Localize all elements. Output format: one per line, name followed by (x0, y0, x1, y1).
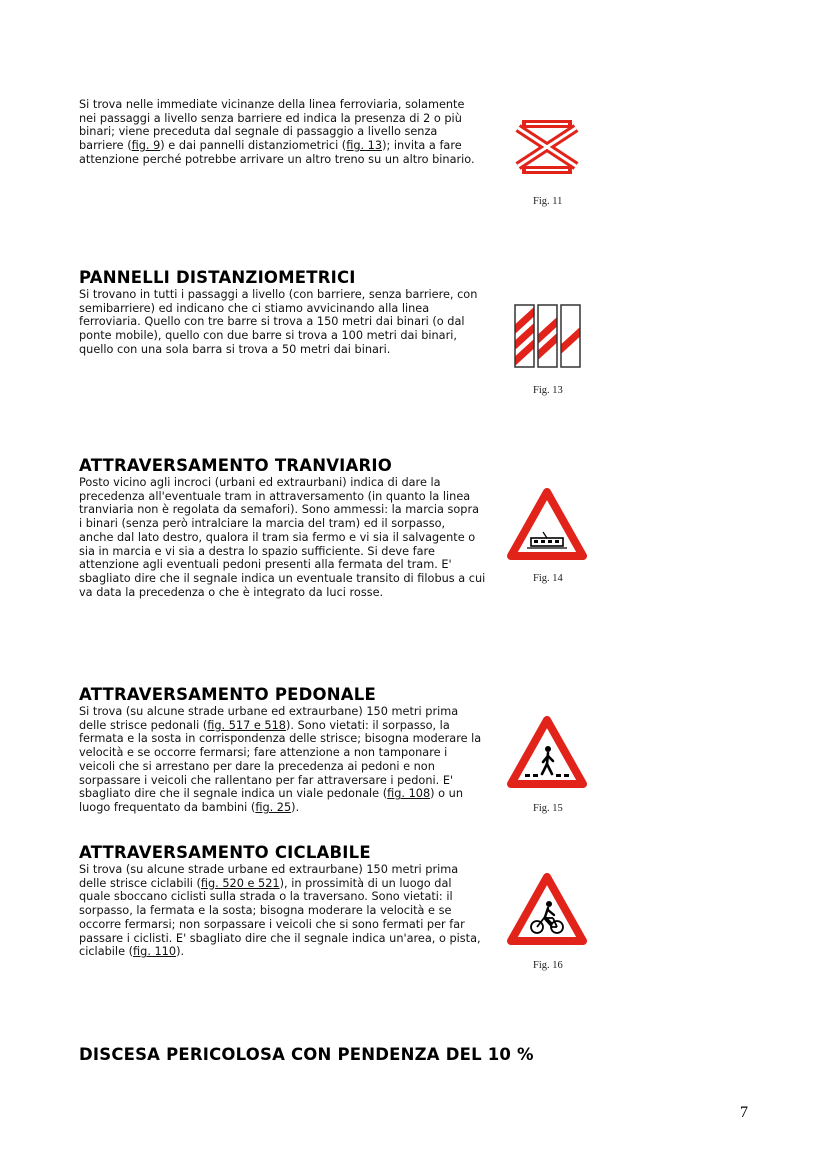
link-fig-108[interactable]: fig. 108 (387, 787, 431, 801)
cycle-crossing-sign-icon (507, 873, 587, 947)
pedonale-paragraph: Si trova (su alcune strade urbane ed extraurbane) 150 metri prima delle strisce pedonali (fig. 517 e 518). Sono vietati: il sorpasso, la fermata e la sosta in corrispondenza delle strisce; bisogna moderare la velocità e se occorre fermarsi; fare attenzione a non tamponare i veicoli che si arrestano per dare la precedenza ai pedoni e non sorpassare i veicoli che rallentano per far attraversare i pedoni. E' sbagliato dire che il segnale indica un viale pedonale (fig. 108) o un luogo frequentato da bambini (fig. 25). (79, 705, 482, 814)
double-cross-sign-icon (510, 120, 584, 174)
section-title-pannelli: PANNELLI DISTANZIOMETRICI (79, 268, 356, 287)
pedestrian-crossing-sign-icon (507, 716, 587, 790)
figure-caption: Fig. 14 (533, 573, 563, 584)
link-fig-520-521[interactable]: fig. 520 e 521 (200, 876, 280, 890)
link-fig-13[interactable]: fig. 13 (346, 139, 383, 153)
figure-caption: Fig. 11 (533, 196, 563, 207)
page-number: 7 (740, 1104, 748, 1121)
pannelli-paragraph: Si trovano in tutti i passaggi a livello (con barriere, senza barriere, con semibarriere) ed indicano che ci stiamo avvicinando alla linea ferroviaria. Quello con tre barre si trova a 150 metri dai binari (o dal ponte mobile), quello con due barre si trova a 100 metri dai binari, quello con una sola barra si trova a 50 metri dai binari. (79, 288, 478, 356)
section-title-pedonale: ATTRAVERSAMENTO PEDONALE (79, 685, 376, 704)
figure-caption: Fig. 13 (533, 385, 563, 396)
figure-caption: Fig. 15 (533, 803, 563, 814)
section-title-discesa: DISCESA PERICOLOSA CON PENDENZA DEL 10 % (79, 1045, 534, 1064)
link-fig-25[interactable]: fig. 25 (255, 800, 292, 814)
link-fig-9[interactable]: fig. 9 (131, 139, 161, 153)
section-title-tram: ATTRAVERSAMENTO TRANVIARIO (79, 456, 392, 475)
tram-crossing-sign-icon (507, 488, 587, 562)
tram-paragraph: Posto vicino agli incroci (urbani ed extraurbani) indica di dare la precedenza all'eventuale tram in attraversamento (in quanto la linea tranviaria non è regolata da semafori). Sono ammessi: la marcia sopra i binari (senza però intralciare la marcia del tram) ed il sorpasso, anche dal lato destro, qualora il tram sia fermo e vi sia il salvagente o sia in marcia e vi sia a destra lo spazio sufficiente. Si deve fare attenzione agli eventuali pedoni presenti alla fermata del tram. E' sbagliato dire che il segnale indica un eventuale transito di filobus a cui va data la precedenza o che è integrato da luci rosse. (79, 476, 486, 599)
section-title-ciclabile: ATTRAVERSAMENTO CICLABILE (79, 843, 371, 862)
link-fig-517-518[interactable]: fig. 517 e 518 (207, 718, 286, 732)
rail-paragraph: Si trova nelle immediate vicinanze della linea ferroviaria, solamente nei passaggi a livello senza barriere ed indica la presenza di 2 o più binari; viene preceduta dal segnale di passaggio a livello senza barriere (fig. 9) e dai pannelli distanziometrici (fig. 13); invita a fare attenzione perché potrebbe arrivare un altro treno su un altro binario. (79, 98, 475, 166)
distance-panels-icon (513, 303, 581, 369)
ciclabile-paragraph: Si trova (su alcune strade urbane ed extraurbane) 150 metri prima delle strisce ciclabili (fig. 520 e 521), in prossimità di un luogo dal quale sboccano ciclisti sulla strada o la traversano. Sono vietati: il sorpasso, la fermata e la sosta; bisogna moderare la velocità e se occorre fermarsi; non sorpassare i veicoli che si sono fermati per far passare i ciclisti. E' sbagliato dire che il segnale indica un'area, o pista, ciclabile (fig. 110). (79, 863, 481, 959)
figure-caption: Fig. 16 (533, 960, 563, 971)
link-fig-110[interactable]: fig. 110 (133, 945, 177, 959)
